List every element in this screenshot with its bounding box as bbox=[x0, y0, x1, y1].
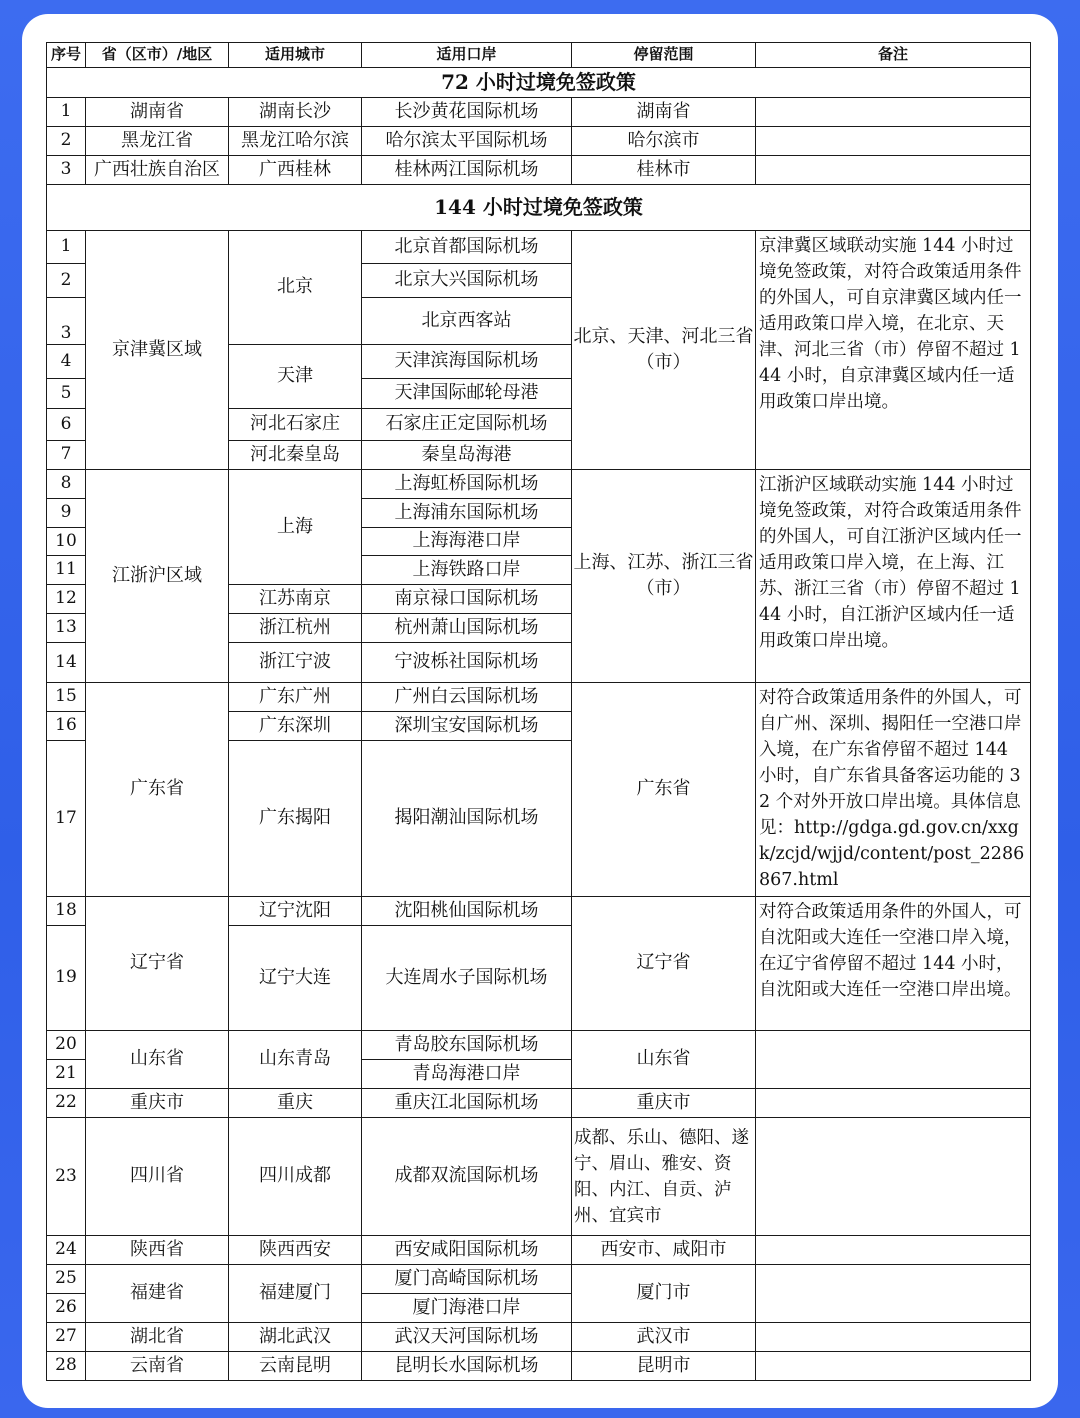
visa-free-policy-table bbox=[46, 42, 1031, 1381]
province-cell: 广西壮族自治区 bbox=[86, 156, 229, 185]
city-cell: 河北秦皇岛 bbox=[229, 441, 362, 470]
table-row bbox=[47, 1236, 1031, 1265]
city-cell: 广西桂林 bbox=[229, 156, 362, 185]
row-number: 21 bbox=[47, 1060, 86, 1089]
note-cell: 京津冀区域联动实施 144 小时过境免签政策，对符合政策适用条件的外国人，可自京津冀区域内任一适用政策口岸入境，在北京、天津、河北三省（市）停留不超过 144 小时，自京津冀区域内任一适用政策口岸出境。 bbox=[756, 231, 1031, 470]
city-cell: 湖北武汉 bbox=[229, 1323, 362, 1352]
table-row bbox=[47, 1265, 1031, 1294]
city-cell: 天津 bbox=[229, 345, 362, 409]
port-cell: 深圳宝安国际机场 bbox=[362, 712, 572, 741]
row-number: 20 bbox=[47, 1031, 86, 1060]
port-cell: 上海浦东国际机场 bbox=[362, 499, 572, 528]
port-cell: 厦门海港口岸 bbox=[362, 1294, 572, 1323]
header-row bbox=[47, 43, 1031, 68]
header-city: 适用城市 bbox=[229, 43, 362, 68]
port-cell: 北京西客站 bbox=[362, 298, 572, 345]
row-number: 14 bbox=[47, 643, 86, 683]
note-cell bbox=[756, 98, 1031, 127]
row-number: 19 bbox=[47, 926, 86, 1031]
row-number: 18 bbox=[47, 897, 86, 926]
row-number: 4 bbox=[47, 345, 86, 379]
table-row bbox=[47, 1031, 1031, 1060]
port-cell: 西安咸阳国际机场 bbox=[362, 1236, 572, 1265]
city-cell: 广东深圳 bbox=[229, 712, 362, 741]
scope-cell: 山东省 bbox=[572, 1031, 756, 1089]
section-72-title: 72 小时过境免签政策 bbox=[47, 68, 1031, 98]
province-cell: 京津冀区域 bbox=[86, 231, 229, 470]
port-cell: 大连周水子国际机场 bbox=[362, 926, 572, 1031]
note-cell bbox=[756, 1118, 1031, 1236]
port-cell: 厦门高崎国际机场 bbox=[362, 1265, 572, 1294]
port-cell: 秦皇岛海港 bbox=[362, 441, 572, 470]
city-cell: 重庆 bbox=[229, 1089, 362, 1118]
scope-cell: 桂林市 bbox=[572, 156, 756, 185]
province-cell: 云南省 bbox=[86, 1352, 229, 1381]
port-cell: 桂林两江国际机场 bbox=[362, 156, 572, 185]
header-scope: 停留范围 bbox=[572, 43, 756, 68]
header-province: 省（区市）/地区 bbox=[86, 43, 229, 68]
row-number: 26 bbox=[47, 1294, 86, 1323]
row-number: 2 bbox=[47, 264, 86, 298]
scope-cell: 广东省 bbox=[572, 683, 756, 897]
province-cell: 辽宁省 bbox=[86, 897, 229, 1031]
row-number: 23 bbox=[47, 1118, 86, 1236]
port-cell: 杭州萧山国际机场 bbox=[362, 614, 572, 643]
scope-cell: 北京、天津、河北三省（市） bbox=[572, 231, 756, 470]
section-144-title: 144 小时过境免签政策 bbox=[47, 185, 1031, 231]
note-cell: 对符合政策适用条件的外国人，可自沈阳或大连任一空港口岸入境，在辽宁省停留不超过 144 小时，自沈阳或大连任一空港口岸出境。 bbox=[756, 897, 1031, 1031]
row-number: 24 bbox=[47, 1236, 86, 1265]
province-cell: 重庆市 bbox=[86, 1089, 229, 1118]
table-row bbox=[47, 1089, 1031, 1118]
port-cell: 北京大兴国际机场 bbox=[362, 264, 572, 298]
scope-cell: 哈尔滨市 bbox=[572, 127, 756, 156]
table-row bbox=[47, 683, 1031, 712]
province-cell: 广东省 bbox=[86, 683, 229, 897]
row-number: 17 bbox=[47, 741, 86, 897]
table-row bbox=[47, 470, 1031, 499]
province-cell: 湖北省 bbox=[86, 1323, 229, 1352]
province-cell: 山东省 bbox=[86, 1031, 229, 1089]
row-number: 3 bbox=[47, 156, 86, 185]
port-cell: 昆明长水国际机场 bbox=[362, 1352, 572, 1381]
city-cell: 辽宁沈阳 bbox=[229, 897, 362, 926]
row-number: 16 bbox=[47, 712, 86, 741]
scope-cell: 武汉市 bbox=[572, 1323, 756, 1352]
table-row bbox=[47, 98, 1031, 127]
note-cell bbox=[756, 127, 1031, 156]
port-cell: 天津滨海国际机场 bbox=[362, 345, 572, 379]
port-cell: 青岛胶东国际机场 bbox=[362, 1031, 572, 1060]
port-cell: 青岛海港口岸 bbox=[362, 1060, 572, 1089]
row-number: 27 bbox=[47, 1323, 86, 1352]
row-number: 7 bbox=[47, 441, 86, 470]
row-number: 3 bbox=[47, 298, 86, 345]
note-cell bbox=[756, 1236, 1031, 1265]
city-cell: 陕西西安 bbox=[229, 1236, 362, 1265]
port-cell: 北京首都国际机场 bbox=[362, 231, 572, 264]
city-cell: 湖南长沙 bbox=[229, 98, 362, 127]
note-cell bbox=[756, 156, 1031, 185]
port-cell: 长沙黄花国际机场 bbox=[362, 98, 572, 127]
city-cell: 云南昆明 bbox=[229, 1352, 362, 1381]
scope-cell: 西安市、咸阳市 bbox=[572, 1236, 756, 1265]
port-cell: 南京禄口国际机场 bbox=[362, 585, 572, 614]
table-row bbox=[47, 1352, 1031, 1381]
city-cell: 广东揭阳 bbox=[229, 741, 362, 897]
city-cell: 北京 bbox=[229, 231, 362, 345]
port-cell: 揭阳潮汕国际机场 bbox=[362, 741, 572, 897]
row-number: 11 bbox=[47, 556, 86, 585]
city-cell: 福建厦门 bbox=[229, 1265, 362, 1323]
table-row bbox=[47, 156, 1031, 185]
port-cell: 沈阳桃仙国际机场 bbox=[362, 897, 572, 926]
province-cell: 江浙沪区域 bbox=[86, 470, 229, 683]
header-port: 适用口岸 bbox=[362, 43, 572, 68]
city-cell: 河北石家庄 bbox=[229, 409, 362, 441]
port-cell: 重庆江北国际机场 bbox=[362, 1089, 572, 1118]
row-number: 15 bbox=[47, 683, 86, 712]
row-number: 6 bbox=[47, 409, 86, 441]
port-cell: 上海虹桥国际机场 bbox=[362, 470, 572, 499]
province-cell: 四川省 bbox=[86, 1118, 229, 1236]
row-number: 1 bbox=[47, 231, 86, 264]
header-note: 备注 bbox=[756, 43, 1031, 68]
port-cell: 石家庄正定国际机场 bbox=[362, 409, 572, 441]
port-cell: 广州白云国际机场 bbox=[362, 683, 572, 712]
row-number: 5 bbox=[47, 379, 86, 409]
section-144-row bbox=[47, 185, 1031, 231]
port-cell: 天津国际邮轮母港 bbox=[362, 379, 572, 409]
row-number: 28 bbox=[47, 1352, 86, 1381]
document-card bbox=[22, 14, 1058, 1408]
scope-cell: 辽宁省 bbox=[572, 897, 756, 1031]
province-cell: 湖南省 bbox=[86, 98, 229, 127]
city-cell: 上海 bbox=[229, 470, 362, 585]
city-cell: 浙江杭州 bbox=[229, 614, 362, 643]
row-number: 8 bbox=[47, 470, 86, 499]
row-number: 25 bbox=[47, 1265, 86, 1294]
table-row bbox=[47, 1118, 1031, 1236]
row-number: 10 bbox=[47, 528, 86, 556]
table-row bbox=[47, 231, 1031, 264]
city-cell: 辽宁大连 bbox=[229, 926, 362, 1031]
header-no: 序号 bbox=[47, 43, 86, 68]
row-number: 2 bbox=[47, 127, 86, 156]
note-cell: 对符合政策适用条件的外国人，可自广州、深圳、揭阳任一空港口岸入境，在广东省停留不超过 144 小时，自广东省具备客运功能的 32 个对外开放口岸出境。具体信息见：http://gdga.gd.gov.cn/xxgk/zcjd/wjjd/content/post_2286867.html bbox=[756, 683, 1031, 897]
scope-cell: 昆明市 bbox=[572, 1352, 756, 1381]
city-cell: 黑龙江哈尔滨 bbox=[229, 127, 362, 156]
port-cell: 哈尔滨太平国际机场 bbox=[362, 127, 572, 156]
city-cell: 山东青岛 bbox=[229, 1031, 362, 1089]
city-cell: 江苏南京 bbox=[229, 585, 362, 614]
row-number: 13 bbox=[47, 614, 86, 643]
scope-cell: 湖南省 bbox=[572, 98, 756, 127]
scope-cell: 重庆市 bbox=[572, 1089, 756, 1118]
note-cell bbox=[756, 1031, 1031, 1089]
city-cell: 四川成都 bbox=[229, 1118, 362, 1236]
port-cell: 武汉天河国际机场 bbox=[362, 1323, 572, 1352]
scope-cell: 上海、江苏、浙江三省（市） bbox=[572, 470, 756, 683]
table-row bbox=[47, 897, 1031, 926]
province-cell: 陕西省 bbox=[86, 1236, 229, 1265]
scope-cell: 厦门市 bbox=[572, 1265, 756, 1323]
table-row bbox=[47, 1323, 1031, 1352]
city-cell: 广东广州 bbox=[229, 683, 362, 712]
port-cell: 成都双流国际机场 bbox=[362, 1118, 572, 1236]
port-cell: 上海海港口岸 bbox=[362, 528, 572, 556]
row-number: 1 bbox=[47, 98, 86, 127]
note-cell: 江浙沪区域联动实施 144 小时过境免签政策，对符合政策适用条件的外国人，可自江浙沪区域内任一适用政策口岸入境，在上海、江苏、浙江三省（市）停留不超过 144 小时，自江浙沪区域内任一适用政策口岸出境。 bbox=[756, 470, 1031, 683]
note-cell bbox=[756, 1089, 1031, 1118]
note-cell bbox=[756, 1352, 1031, 1381]
province-cell: 福建省 bbox=[86, 1265, 229, 1323]
table-row bbox=[47, 127, 1031, 156]
note-cell bbox=[756, 1323, 1031, 1352]
row-number: 12 bbox=[47, 585, 86, 614]
province-cell: 黑龙江省 bbox=[86, 127, 229, 156]
row-number: 22 bbox=[47, 1089, 86, 1118]
row-number: 9 bbox=[47, 499, 86, 528]
scope-cell: 成都、乐山、德阳、遂宁、眉山、雅安、资阳、内江、自贡、泸州、宜宾市 bbox=[572, 1118, 756, 1236]
port-cell: 宁波栎社国际机场 bbox=[362, 643, 572, 683]
city-cell: 浙江宁波 bbox=[229, 643, 362, 683]
port-cell: 上海铁路口岸 bbox=[362, 556, 572, 585]
section-72-row bbox=[47, 68, 1031, 98]
note-cell bbox=[756, 1265, 1031, 1323]
